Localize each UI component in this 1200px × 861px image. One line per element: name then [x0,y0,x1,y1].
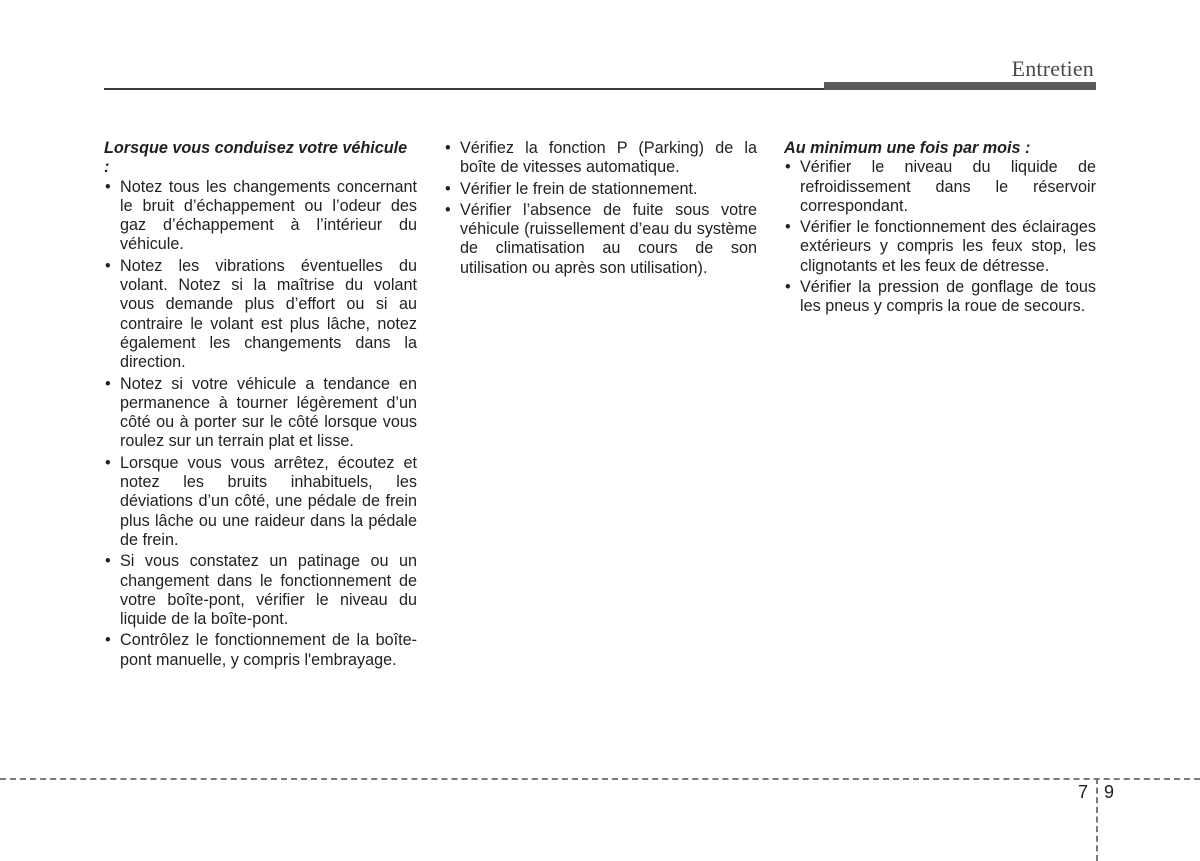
list-item: • Vérifier la pression de gonflage de tous les pneus y compris la roue de secours. [784,278,1096,317]
section-title-driving: Lorsque vous conduisez votre véhicule : [104,139,408,177]
list-item: • Notez les vibrations éventuelles du volant. Notez si la maîtrise du volant vous demande plus d’effort ou si au contraire le volant est plus lâche, notez également les changements dans la direction. [104,257,417,373]
list-item: • Vérifier le niveau du liquide de refroidissement dans le réservoir correspondant. [784,158,1096,216]
list-item: • Notez si votre véhicule a tendance en permanence à tourner légèrement d’un côté ou à porter sur le côté lorsque vous roulez sur un terrain plat et lisse. [104,375,417,452]
page-number: 9 [1104,782,1115,802]
bullet-list-checks [444,139,757,278]
page-header-title: Entretien [1011,56,1094,81]
list-item: • Vérifier le frein de stationnement. [444,180,757,199]
list-item: • Si vous constatez un patinage ou un changement dans le fonctionnement de votre boîte-pont, vérifier le niveau du liquide de la boîte-pont. [104,552,417,629]
header-rule [104,88,826,90]
list-item: • Vérifier l’absence de fuite sous votre véhicule (ruissellement d’eau du système de climatisation au cours de son utilisation ou après son utilisation). [444,201,757,278]
page-chapter-number: 7 [1078,782,1089,802]
list-item: • Vérifiez la fonction P (Parking) de la boîte de vitesses automatique. [444,139,757,178]
header-rule-accent [824,82,1096,90]
column-left [104,139,417,672]
footer-dashed-rule [0,778,1200,780]
column-middle [444,139,757,280]
bullet-list-monthly [784,158,1096,316]
column-right [784,139,1096,319]
list-item: • Lorsque vous vous arrêtez, écoutez et notez les bruits inhabituels, les déviations d’un côté, une pédale de frein plus lâche ou une raideur dans la pédale de frein. [104,454,417,550]
footer-page-separator [1096,778,1098,861]
list-item: • Notez tous les changements concernant le bruit d’échappement ou l’odeur des gaz d’échappement à l’intérieur du véhicule. [104,178,417,255]
list-item: • Contrôlez le fonctionnement de la boîte-pont manuelle, y compris l'embrayage. [104,631,417,670]
bullet-list-driving [104,178,417,670]
section-title-monthly: Au minimum une fois par mois : [784,139,1031,157]
list-item: • Vérifier le fonctionnement des éclairages extérieurs y compris les feux stop, les clignotants et les feux de détresse. [784,218,1096,276]
